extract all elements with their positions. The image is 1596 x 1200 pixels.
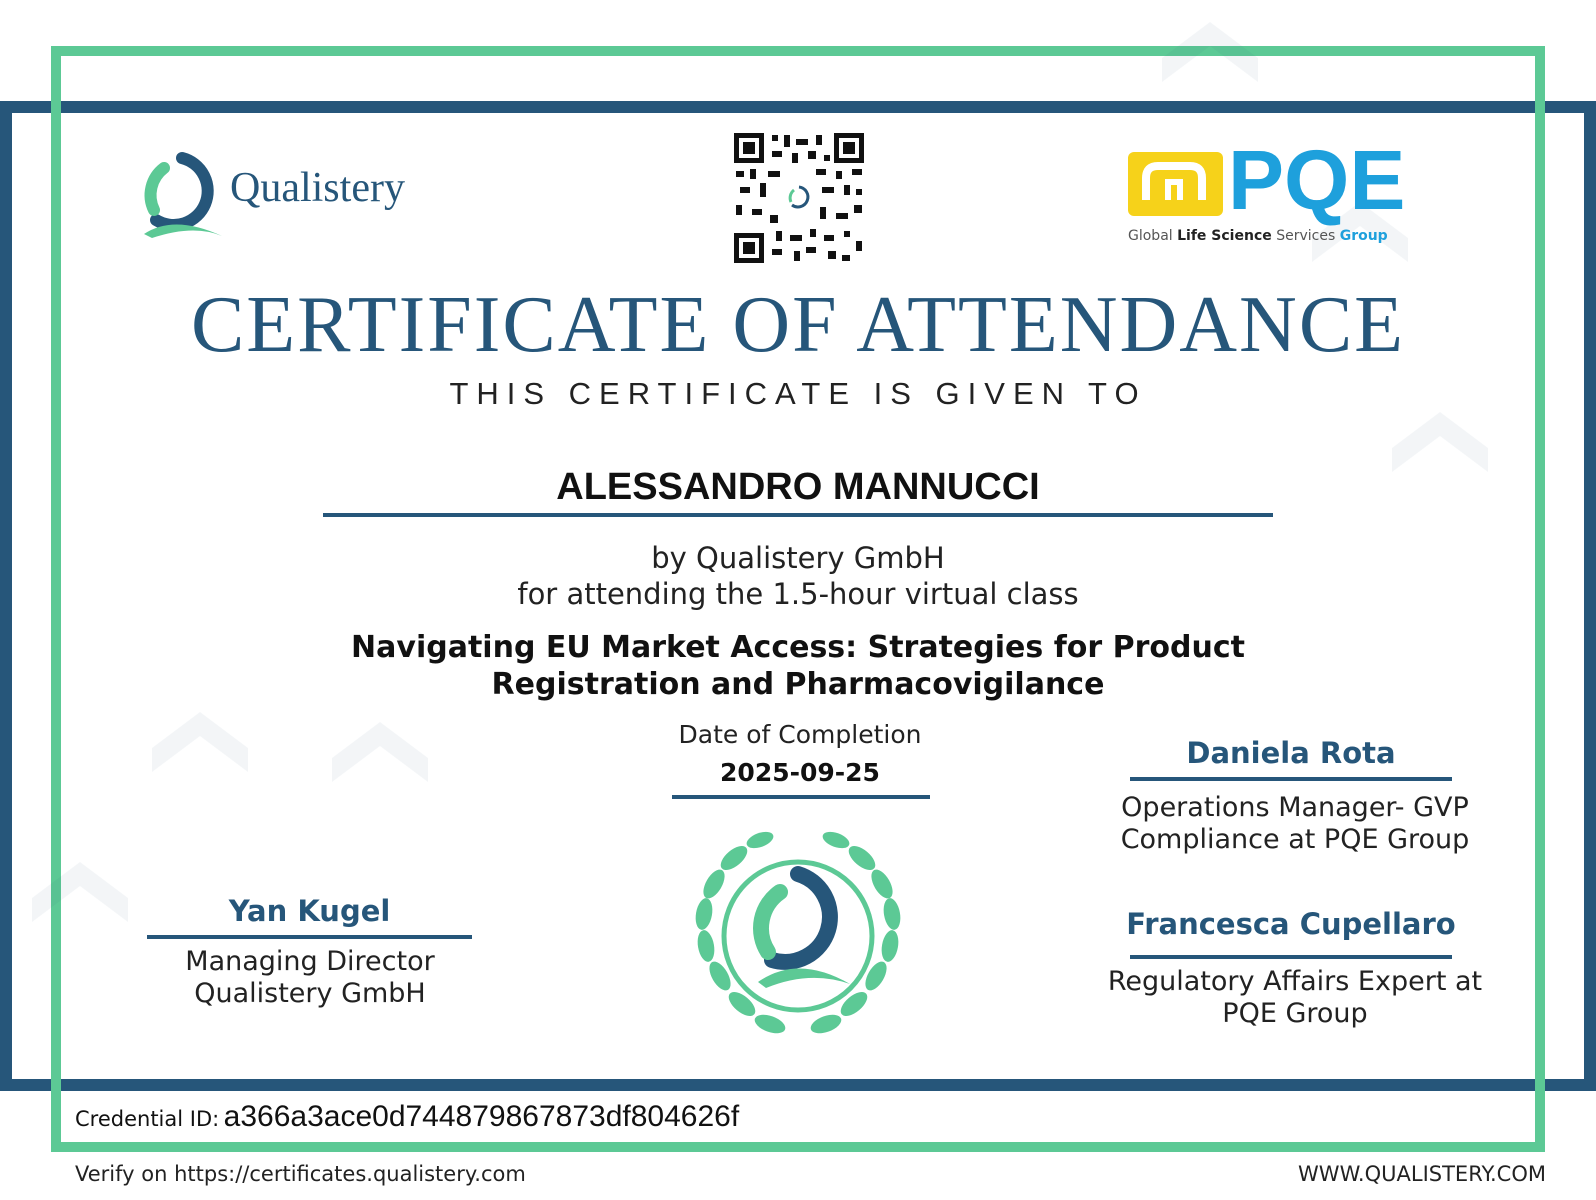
certificate-title: CERTIFICATE OF ATTENDANCE (190, 281, 1406, 369)
signatory-name: Francesca Cupellaro (1126, 907, 1456, 941)
credential-label: Credential ID: (75, 1107, 220, 1131)
signature-line (147, 935, 472, 939)
pqe-tagline: Global Life Science Services Group (1128, 228, 1388, 244)
issuer-line: by Qualistery GmbH (651, 541, 945, 575)
given-to-label: THIS CERTIFICATE IS GIVEN TO (449, 376, 1147, 411)
recipient-underline (323, 513, 1273, 517)
watermark-chevron-icon (1150, 10, 1270, 130)
recipient-name: ALESSANDRO MANNUCCI (556, 466, 1040, 508)
signatory-role: Regulatory Affairs Expert at PQE Group (1107, 966, 1483, 1029)
pqe-wordmark: PQE (1228, 133, 1406, 227)
qualistery-q-icon (134, 150, 230, 242)
attendance-line: for attending the 1.5-hour virtual class (517, 577, 1079, 611)
date-underline (672, 795, 930, 799)
course-title-line-1: Navigating EU Market Access: Strategies for Product (351, 630, 1245, 665)
qr-code-icon (732, 131, 866, 265)
course-title-line-2: Registration and Pharmacovigilance (491, 667, 1105, 702)
signatory-name: Yan Kugel (228, 894, 391, 928)
date-value: 2025-09-25 (720, 758, 880, 787)
signature-line (1130, 777, 1452, 781)
watermark-chevron-icon (140, 700, 260, 820)
laurel-seal-icon (680, 826, 916, 1046)
date-label: Date of Completion (678, 720, 922, 749)
signatory-role: Managing Director Qualistery GmbH (185, 946, 435, 1009)
signatory-name: Daniela Rota (1186, 736, 1396, 770)
credential-id (75, 1100, 739, 1134)
credential-value: a366a3ace0d744879867873df804626f (223, 1100, 740, 1133)
watermark-chevron-icon (320, 710, 440, 830)
website-link[interactable]: WWW.QUALISTERY.COM (1298, 1162, 1546, 1186)
verify-link[interactable]: Verify on https://certificates.qualistery.com (75, 1162, 526, 1186)
signature-line (1130, 955, 1452, 959)
qualistery-wordmark: Qualistery (230, 165, 405, 211)
signatory-role: Operations Manager- GVP Compliance at PQE Group (1120, 792, 1470, 855)
